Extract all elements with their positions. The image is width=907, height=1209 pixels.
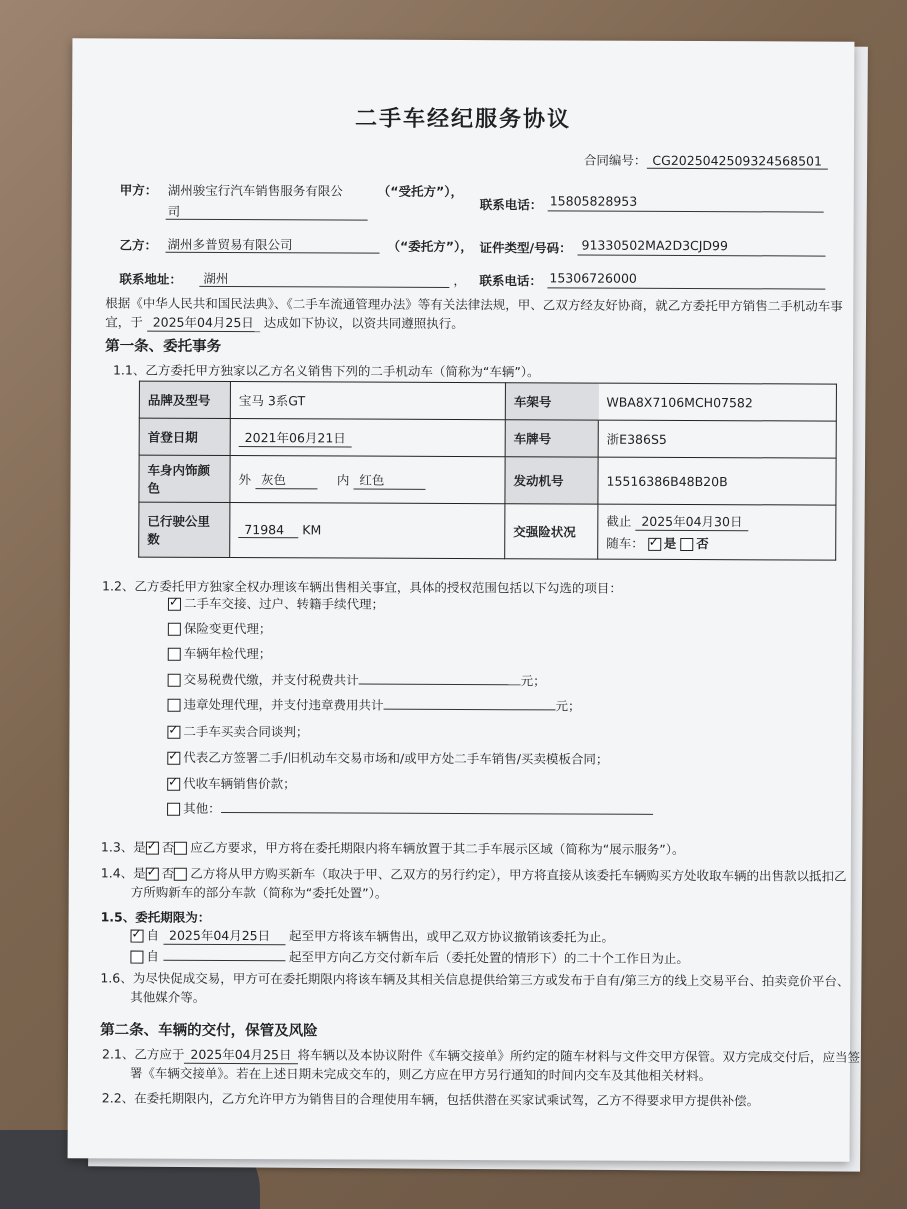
option-inspection: 车辆年检代理； (168, 644, 272, 662)
clause-1-6-cont: 其他媒介等。 (130, 989, 206, 1005)
party-b-name: 湖州多普贸易有限公司 (167, 236, 293, 253)
contract-page (68, 38, 861, 1161)
term-option-2: 自 起至甲方向乙方交付新车后（委托处置的情形下）的二十个工作日为止。 (130, 947, 689, 967)
option-violation-checkbox[interactable] (168, 699, 181, 712)
plate-value: 浙E386S5 (598, 420, 836, 458)
address-comma: ， (453, 272, 466, 289)
option-tax-checkbox[interactable] (168, 674, 181, 687)
with-car-no-checkbox[interactable] (680, 538, 693, 551)
party-b-address: 湖州 (203, 270, 229, 286)
party-b-id-label: 证件类型/号码： (479, 240, 572, 256)
vin-label: 车架号 (505, 383, 598, 420)
option-transfer-checkbox[interactable] (168, 598, 181, 611)
party-a-role: （“受托方”）， (377, 183, 464, 200)
reg-date-value: 2021年06月21日 (239, 428, 352, 447)
clause-1-4: 1.4、是✓ 否 乙方将从甲方购买新车（取决于甲、乙双方的另行约定），甲方将直接从该委托车辆购买方处收取车辆的出售款以抵扣乙 (101, 863, 847, 884)
contract-number: 合同编号： CG2025042509324568501 (584, 151, 828, 170)
mileage-value: 71984 (238, 522, 298, 538)
insurance-until: 2025年04月30日 (635, 512, 748, 531)
option-sign-contract-checkbox[interactable] (167, 752, 180, 765)
term-option-1: ✓自 2025年04月25日 起至甲方将该车辆售出，或甲乙双方协议撤销该委托为止。 (130, 926, 614, 947)
clause-1-2: 1.2、乙方委托甲方独家全权办理该车辆出售相关事宜，具体的授权范围包括以下勾选的项目： (102, 578, 622, 596)
option-insurance: 保险变更代理； (168, 619, 272, 637)
clause-1-5-label: 1.5、委托期限为： (100, 909, 211, 925)
delivery-date: 2025年04月25日 (184, 1045, 297, 1064)
reg-date-label: 首登日期 (139, 418, 230, 455)
party-a-name: 湖州骏宝行汽车销售服务有限公 (167, 182, 343, 199)
insurance-label: 交强险状况 (505, 504, 598, 559)
mileage-label: 已行驶公里数 (139, 502, 230, 557)
interior-color: 红色 (353, 470, 425, 489)
article2-heading: 第二条、车辆的交付，保管及风险 (100, 1022, 318, 1040)
option-negotiation-checkbox[interactable] (167, 726, 180, 739)
option-inspection-checkbox[interactable] (168, 648, 181, 661)
clause-1-6: 1.6、为尽快促成交易，甲方可在委托期限内将该车辆及其相关信息提供给第三方或发布于自有/第三方的线上交易平台、拍卖竞价平台、 (100, 970, 850, 989)
vehicle-info-table (138, 381, 837, 561)
option-sign-contract: ✓代表乙方签署二手/旧机动车交易市场和/或甲方处二手车销售/买卖模板合同； (167, 748, 608, 768)
option-transfer: ✓二手车交接、过户、转籍手续代理； (168, 594, 384, 613)
party-a-phone-label: 联系电话： (479, 197, 543, 213)
option-insurance-checkbox[interactable] (168, 623, 181, 636)
option-violation: 违章处理代理，并支付违章费用共计 元； (168, 695, 581, 715)
color-cell: 外 灰色 内 红色 (230, 455, 505, 503)
clause-2-2: 2.2、在委托期限内，乙方允许甲方为销售目的合理使用车辆，包括供潜在买家试乘试驾，乙方不得要求甲方提供补偿。 (101, 1090, 760, 1109)
clause-2-1: 2.1、乙方应于 2025年04月25日 将车辆以及本协议附件《车辆交接单》所约定的随车材料与文件交甲方保管。双方完成交付后，应当签 (101, 1046, 861, 1065)
brand-value: 宝马 3系GT (230, 381, 505, 419)
clause-2-1-cont: 署《车辆交接单》。若在上述日期未完成交车的，则乙方应在甲方另行通知的时间内交车及其他相关材料。 (129, 1065, 712, 1084)
option-other-checkbox[interactable] (167, 803, 180, 816)
option-collect-payment-checkbox[interactable] (167, 778, 180, 791)
clause-1-1: 1.1、乙方委托甲方独家以乙方名义销售下列的二手机动车（简称为“车辆”）。 (112, 362, 540, 380)
option-other: 其他： (167, 799, 653, 819)
engine-label: 发动机号 (505, 457, 598, 504)
term-option-1-checkbox[interactable] (131, 930, 144, 943)
party-b-phone-label: 联系电话： (479, 273, 542, 289)
party-b-phone: 15306726000 (549, 270, 637, 286)
plate-label: 车牌号 (505, 420, 598, 457)
engine-value: 15516386B48B20B (598, 457, 836, 505)
with-car-yes-checkbox[interactable] (648, 538, 661, 551)
disposal-yes-checkbox[interactable] (146, 868, 159, 881)
insurance-cell: 截止 2025年04月30日 随车： ✓ 是 否 (598, 504, 836, 560)
term-start-date: 2025年04月25日 (163, 926, 285, 946)
party-b-label: 乙方： (119, 237, 158, 253)
agreement-date: 2025年04月25日 (147, 313, 260, 332)
exterior-color: 灰色 (255, 470, 317, 489)
clause-1-3: 1.3、是✓ 否 应乙方要求，甲方将在委托期限内将车辆放置于其二手车展示区域（简称为“展示服务”）。 (101, 837, 685, 858)
article1-heading: 第一条、委托事务 (105, 338, 222, 355)
display-yes-checkbox[interactable] (146, 842, 159, 855)
preamble-line1: 根据《中华人民共和国民法典》、《二手车流通管理办法》等有关法律法规，甲、乙双方经友好协商，就乙方委托甲方销售二手机动车事 (105, 295, 843, 314)
color-label: 车身内饰颜色 (139, 455, 230, 502)
document-title: 二手车经纪服务协议 (355, 106, 572, 133)
preamble-line2: 宜，于 2025年04月25日 达成如下协议，以资共同遵照执行。 (105, 314, 464, 332)
clause-1-4-cont: 方所购新车的部分车款（简称为“委托处置”）。 (130, 884, 388, 901)
term-option-2-checkbox[interactable] (130, 951, 143, 964)
vin-value: WBA8X7106MCH07582 (598, 383, 836, 421)
reg-date-cell (230, 418, 505, 456)
display-no-checkbox[interactable] (174, 842, 187, 855)
mileage-cell: 71984 KM (230, 502, 505, 558)
disposal-no-checkbox[interactable] (174, 868, 187, 881)
party-a-phone: 15805828953 (549, 193, 638, 209)
party-b-id: 91330502MA2D3CJD99 (581, 237, 729, 254)
party-b-address-label: 联系地址： (119, 271, 182, 287)
party-a-name-cont: 司 (167, 203, 181, 219)
party-a-label: 甲方： (119, 182, 158, 198)
option-tax: 交易税费代缴，并支付税费共计 元； (168, 670, 546, 690)
brand-label: 品牌及型号 (139, 381, 230, 418)
option-collect-payment: ✓代收车辆销售价款； (167, 774, 296, 793)
party-b-role: （“委托方”）， (387, 238, 473, 255)
option-negotiation: ✓二手车买卖合同谈判； (167, 722, 308, 741)
